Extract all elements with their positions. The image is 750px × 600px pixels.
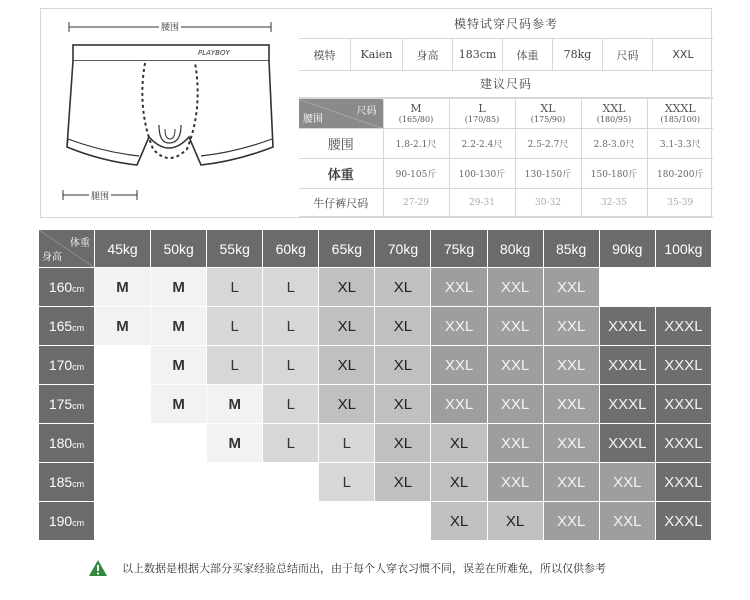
size-cell: XXL — [543, 307, 599, 346]
size-cell: XXL — [431, 268, 487, 307]
height-value: 190 — [48, 513, 73, 529]
size-cell: XXL — [431, 385, 487, 424]
grid-row — [39, 424, 712, 463]
size-cell: XL — [375, 385, 431, 424]
size-cell: XXXL — [655, 502, 711, 541]
grid-row — [39, 307, 712, 346]
size-cell: XL — [319, 385, 375, 424]
recommended-size-table — [299, 98, 713, 217]
waist-row — [299, 129, 713, 159]
size-cell: L — [263, 346, 319, 385]
height-header — [39, 385, 95, 424]
table-cell: 90-105斤 — [383, 159, 449, 189]
model-name: Kaien — [351, 39, 403, 70]
row-label-jeans: 牛仔裤尺码 — [299, 189, 383, 217]
height-unit: cm — [72, 479, 85, 489]
size-cell: XXL — [543, 463, 599, 502]
size-cell: XXL — [543, 424, 599, 463]
height-unit: cm — [72, 284, 85, 294]
table-cell: 180-200斤 — [647, 159, 713, 189]
size-reference-panel — [40, 8, 712, 218]
weight-label: 体重 — [503, 39, 553, 70]
table-cell: 29-31 — [449, 189, 515, 217]
size-header-l — [449, 99, 515, 129]
weight-header-row — [39, 230, 712, 268]
size-cell: L — [263, 385, 319, 424]
height-header — [39, 307, 95, 346]
height-value: 183cm — [453, 39, 503, 70]
size-cell — [95, 385, 151, 424]
size-cell — [95, 424, 151, 463]
size-cell — [95, 502, 151, 541]
size-cell: XXXL — [599, 385, 655, 424]
height-header — [39, 463, 95, 502]
size-cell: M — [95, 268, 151, 307]
size-cell: XXL — [543, 268, 599, 307]
size-cell — [207, 502, 263, 541]
weight-header: 60kg — [263, 230, 319, 268]
model-label: 模特 — [299, 39, 351, 70]
size-cell: XXL — [543, 502, 599, 541]
size-cell: XXXL — [655, 463, 711, 502]
size-cell: XXXL — [599, 307, 655, 346]
size-cell: XXL — [431, 307, 487, 346]
size-cell — [263, 502, 319, 541]
size-cell: M — [151, 385, 207, 424]
row-label-weight: 体重 — [299, 159, 383, 189]
height-value: 175 — [48, 396, 73, 412]
grid-corner — [39, 230, 95, 268]
table-cell: 2.8-3.0尺 — [581, 129, 647, 159]
weight-header: 100kg — [655, 230, 711, 268]
height-value: 170 — [48, 357, 73, 373]
size-cell: XXXL — [655, 385, 711, 424]
size-cell: XXL — [487, 268, 543, 307]
size-name: XL — [540, 101, 556, 115]
table-cell: 27-29 — [383, 189, 449, 217]
grid-row — [39, 502, 712, 541]
size-cell: XXL — [487, 385, 543, 424]
size-cell: L — [319, 424, 375, 463]
table-cell: 1.8-2.1尺 — [383, 129, 449, 159]
model-title: 模特试穿尺码参考 — [299, 9, 713, 39]
grid-body — [39, 268, 712, 541]
size-cell: XL — [375, 268, 431, 307]
size-cell: L — [263, 268, 319, 307]
size-table-corner — [299, 99, 383, 129]
size-cell: XXL — [543, 346, 599, 385]
underwear-illustration — [41, 9, 299, 219]
height-weight-size-grid — [38, 229, 712, 541]
size-cell: XXXL — [655, 307, 711, 346]
size-cell: M — [207, 424, 263, 463]
recommend-title: 建议尺码 — [299, 71, 713, 98]
size-cell — [151, 424, 207, 463]
height-header — [39, 268, 95, 307]
size-header-row — [299, 99, 713, 129]
size-cell: XXXL — [599, 346, 655, 385]
size-cell: XXXL — [655, 346, 711, 385]
size-cell — [207, 463, 263, 502]
table-cell: 2.2-2.4尺 — [449, 129, 515, 159]
size-cell: XL — [375, 424, 431, 463]
corner-size-label: 尺码 — [356, 106, 377, 117]
weight-header: 70kg — [375, 230, 431, 268]
weight-header: 85kg — [543, 230, 599, 268]
height-value: 180 — [48, 435, 73, 451]
disclaimer-text: 以上数据是根据大部分买家经验总结而出，由于每个人穿衣习惯不同，误差在所难免，所以仅供参考 — [122, 562, 606, 575]
waist-label: 腰围 — [159, 20, 181, 33]
weight-row — [299, 159, 713, 189]
size-cell: XXXL — [655, 424, 711, 463]
size-cell: XL — [375, 307, 431, 346]
size-cell — [319, 502, 375, 541]
size-cell: XXL — [599, 463, 655, 502]
height-value: 165 — [48, 318, 73, 334]
table-cell: 30-32 — [515, 189, 581, 217]
jeans-row — [299, 189, 713, 217]
weight-header: 55kg — [207, 230, 263, 268]
size-cell: XXXL — [599, 424, 655, 463]
height-unit: cm — [72, 362, 85, 372]
corner-waist-label: 腰围 — [303, 114, 323, 125]
height-label: 身高 — [403, 39, 453, 70]
table-cell: 2.5-2.7尺 — [515, 129, 581, 159]
height-value: 160 — [48, 279, 73, 295]
size-header-m — [383, 99, 449, 129]
weight-header: 45kg — [95, 230, 151, 268]
size-cell: L — [207, 268, 263, 307]
size-range: (165/80) — [398, 114, 434, 124]
size-header-xl — [515, 99, 581, 129]
size-cell — [263, 463, 319, 502]
table-cell: 100-130斤 — [449, 159, 515, 189]
size-cell: M — [95, 307, 151, 346]
size-cell: XXL — [487, 424, 543, 463]
table-cell: 150-180斤 — [581, 159, 647, 189]
size-cell: L — [263, 307, 319, 346]
weight-header: 75kg — [431, 230, 487, 268]
size-name: M — [410, 101, 422, 115]
leg-label: 腿围 — [89, 189, 111, 202]
size-cell: M — [151, 307, 207, 346]
size-cell: XXL — [487, 463, 543, 502]
size-range: (180/95) — [596, 114, 632, 124]
size-range: (185/100) — [660, 114, 700, 124]
table-cell: 130-150斤 — [515, 159, 581, 189]
weight-header: 65kg — [319, 230, 375, 268]
height-header — [39, 424, 95, 463]
row-label-waist: 腰围 — [299, 129, 383, 159]
size-cell: XL — [375, 346, 431, 385]
size-cell: XXL — [543, 385, 599, 424]
size-cell: XL — [319, 346, 375, 385]
height-unit: cm — [72, 323, 85, 333]
spec-section — [299, 9, 713, 219]
size-cell: XXL — [431, 346, 487, 385]
size-cell — [655, 268, 711, 307]
size-cell — [151, 463, 207, 502]
brand-logo-text: PLAYBOY — [198, 49, 230, 57]
weight-header: 80kg — [487, 230, 543, 268]
size-cell: XL — [319, 268, 375, 307]
size-cell: M — [207, 385, 263, 424]
size-cell: XL — [431, 424, 487, 463]
grid-row — [39, 463, 712, 502]
corner-weight-label: 体重 — [70, 238, 90, 249]
model-info-row — [299, 39, 713, 71]
size-cell — [95, 346, 151, 385]
grid-row — [39, 385, 712, 424]
size-cell: XL — [375, 463, 431, 502]
size-value: XXL — [672, 48, 694, 61]
height-header — [39, 502, 95, 541]
table-cell: 35-39 — [647, 189, 713, 217]
grid-row — [39, 268, 712, 307]
size-header-xxl — [581, 99, 647, 129]
corner-height-label: 身高 — [42, 252, 62, 263]
size-cell — [95, 463, 151, 502]
size-cell: L — [207, 346, 263, 385]
disclaimer — [88, 557, 606, 579]
size-cell — [375, 502, 431, 541]
size-name: L — [478, 101, 486, 115]
size-name: XXXL — [664, 101, 696, 115]
size-cell: XXL — [487, 346, 543, 385]
size-header-xxxl — [647, 99, 713, 129]
size-range: (170/85) — [464, 114, 500, 124]
size-cell: M — [151, 268, 207, 307]
warning-icon — [88, 559, 108, 577]
height-unit: cm — [72, 440, 85, 450]
size-cell: XL — [431, 463, 487, 502]
height-value: 185 — [48, 474, 73, 490]
weight-value: 78kg — [553, 39, 603, 70]
size-cell: M — [151, 346, 207, 385]
height-unit: cm — [72, 401, 85, 411]
underwear-diagram — [41, 9, 299, 219]
size-cell: L — [263, 424, 319, 463]
size-cell: L — [319, 463, 375, 502]
size-cell: XXL — [487, 307, 543, 346]
height-header — [39, 346, 95, 385]
size-cell: XL — [487, 502, 543, 541]
size-cell: XL — [431, 502, 487, 541]
size-range: (175/90) — [530, 114, 566, 124]
weight-header: 90kg — [599, 230, 655, 268]
size-cell: XL — [319, 307, 375, 346]
size-cell — [599, 268, 655, 307]
size-cell: XXL — [599, 502, 655, 541]
height-unit: cm — [72, 518, 85, 528]
table-cell: 3.1-3.3尺 — [647, 129, 713, 159]
table-cell: 32-35 — [581, 189, 647, 217]
size-name: XXL — [602, 101, 626, 115]
size-label: 尺码 — [603, 39, 653, 70]
size-cell — [151, 502, 207, 541]
grid-row — [39, 346, 712, 385]
size-cell: L — [207, 307, 263, 346]
weight-header: 50kg — [151, 230, 207, 268]
